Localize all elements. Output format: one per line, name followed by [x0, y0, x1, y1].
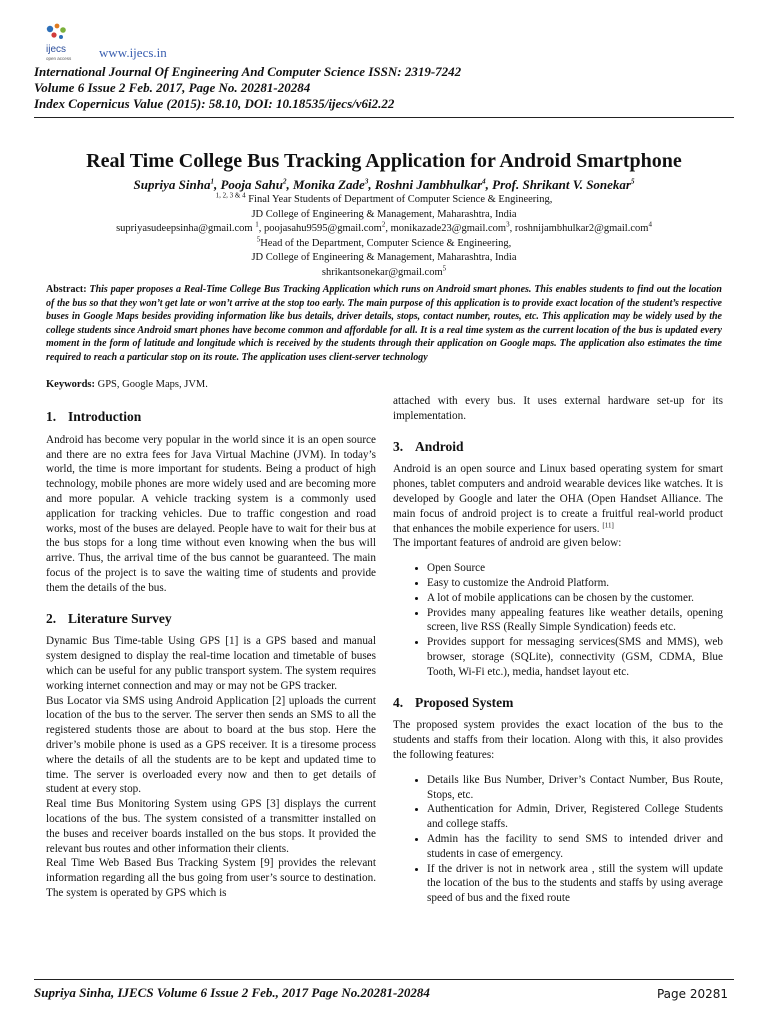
paragraph: attached with every bus. It uses external hardware set-up for its implementation.: [393, 395, 723, 422]
list-item: • Details like Bus Number, Driver’s Contact Number, Bus Route, Stops, etc.: [427, 773, 723, 803]
list-item: • Easy to customize the Android Platform.: [427, 576, 723, 591]
paragraph: Dynamic Bus Time-table Using GPS [1] is a GPS based and manual system designed to display the real-time location and timetable of buses which can be useful for any public transport system. The system requires working internet connection and may or may not be GPS tracker.: [46, 635, 376, 692]
affiliation-2: [0, 237, 768, 252]
affiliation-sup: 5: [256, 235, 261, 244]
paragraph: Android has become very popular in the world since it is an open source and there are no extra fees for Java Virtual Machine (JVM). In today’s world, the time is more important for students. Being a product of high technology, mobile phones are more widely used and are becoming more and more popular. A vehicle tracking system is a commonly used application for tracking vehicles. Due to traffic congestion and road works, most of the buses are delayed. People have to wait for their bus at the bus stops for a long time without even knowing when the bus will arrive. Thus, the arrival time of the bus cannot be guaranteed. The main focus of the project is to save the waiting time of students and provide them the details of the bus.: [46, 433, 376, 594]
email-link[interactable]: monikazade23@gmail.com: [390, 223, 507, 235]
section-number: 4.: [393, 694, 404, 710]
email-link[interactable]: supriyasudeepsinha@gmail.com: [116, 223, 253, 235]
section-title: Proposed System: [415, 694, 514, 710]
section-title: Introduction: [68, 409, 142, 424]
abstract-text: This paper proposes a Real-Time College Bus Tracking Application which runs on Android smart phones. This enables students to find out the location of the bus so that they won’t get late or won’t arrive at the stop too early. The main purpose of this application is to provide exact location of the student’s respective buses in Google Maps besides providing information like bus details, driver details, stops, contact number, routes, etc. This application may be widely used by the college students since Android smart phones have become common and affordable for all. It is a real time system as the current location of the bus is updated every moment in the form of latitude and longitude which is received by the students through their application on Google maps. The application also estimates the time required to reach a particular stop on its route. The application uses client-server technology: [46, 284, 722, 363]
author-name: Pooja Sahu: [220, 177, 283, 192]
paragraph: Real time Bus Monitoring System using GPS [3] displays the current locations of the bus. The system consisted of a transmitter installed on the buses and receiver boards installed on the bus stops. It provided the relevant bus routes and other information their clients.: [46, 798, 376, 855]
author-name: Prof. Shrikant V. Sonekar: [492, 177, 631, 192]
author-sup: 4: [482, 177, 486, 186]
logo-text: ijecs: [46, 44, 67, 55]
email-sup: 4: [648, 220, 652, 229]
email-5: [0, 266, 768, 281]
section-heading-literature-survey: [46, 612, 376, 627]
paragraph: The important features of android are given below:: [393, 537, 622, 550]
paragraph-text: Android is an open source and Linux based operating system for smart phones, tablet computers and android wearable devices like watches. It is developed by Google and later the OHA (Open Handset Alliance. The main focus of android project is to create a fruitful real-world product that enhances the mobile experience for users.: [393, 463, 723, 535]
section-heading-proposed-system: [393, 696, 723, 711]
list-item: • Admin has the facility to send SMS to intended driver and students in case of emergency.: [427, 832, 723, 862]
journal-line: International Journal Of Engineering And Computer Science ISSN: 2319-7242: [34, 64, 462, 79]
author-sup: 3: [364, 177, 369, 186]
list-item: • Provides support for messaging services(SMS and MMS), web browser, storage (SQLite), connectivity (GSM, CDMA, Blue Tooth, Wi-Fi etc.), media, handset layout etc.: [427, 635, 723, 679]
author-name: Monika Zade: [292, 177, 365, 192]
affiliation-text: Head of the Department, Computer Science & Engineering,: [260, 237, 512, 249]
abstract-label: Abstract:: [46, 284, 87, 295]
paragraph: Real Time Web Based Bus Tracking System [9] provides the relevant information regarding all the bus going from user’s source to destination. The system is operated by GPS which is: [46, 857, 376, 899]
email-sup: 1: [255, 220, 259, 229]
paragraph: [393, 462, 723, 536]
citation-ref: [11]: [602, 520, 614, 529]
affiliation-1-inst: JD College of Engineering & Management, Maharashtra, India: [251, 208, 517, 220]
author-name: Roshni Jambhulkar: [374, 177, 483, 192]
list-item: • Provides many appealing features like weather details, opening screen, live RSS (Really Simple Syndication) feeds etc.: [427, 606, 723, 636]
footer-citation: Supriya Sinha, IJECS Volume 6 Issue 2 Feb., 2017 Page No.20281-20284: [34, 985, 430, 1000]
author-name: Supriya Sinha: [133, 177, 211, 192]
paragraph: The proposed system provides the exact location of the bus to the students and staffs from their location. Along with this, it also provides the following features:: [393, 719, 723, 761]
keywords-text: GPS, Google Maps, JVM.: [97, 379, 208, 390]
email-sup: 5: [442, 264, 447, 273]
journal-url[interactable]: www.ijecs.in: [99, 45, 167, 60]
volume-line: Volume 6 Issue 2 Feb. 2017, Page No. 20281-20284: [34, 80, 311, 95]
proposed-features-list: [393, 773, 723, 906]
journal-header: [34, 64, 461, 112]
keywords: [46, 379, 208, 390]
index-line: Index Copernicus Value (2015): 58.10, DOI: 10.18535/ijecs/v6i2.22: [34, 96, 395, 111]
affiliation-2-inst: JD College of Engineering & Management, Maharashtra, India: [251, 252, 517, 264]
android-features-list: [393, 561, 723, 679]
paragraph: Bus Locator via SMS using Android Application [2] uploads the current location of the bus to the server. The server then sends an SMS to all the registered students those are about to board at the bus stop. Here the driver’s mobile phone is used as a GPS receiver. It is a tiresome process where the details of all the students are to be kept and updated time to time. The server is overloaded every now and then to get details of student at every stop.: [46, 694, 376, 796]
affiliation-1: [0, 193, 768, 208]
section-number: 1.: [46, 409, 57, 424]
footer-rule: [34, 979, 734, 980]
section-title: Android: [415, 438, 464, 454]
author-sup: 5: [630, 177, 635, 186]
ijecs-logo: [40, 22, 92, 64]
logo-subtext: open access: [46, 56, 72, 61]
author-sup: 1: [210, 177, 214, 186]
email-sup: 3: [506, 220, 510, 229]
affiliation-sup: 1, 2, 3 & 4: [215, 191, 246, 200]
section-heading-introduction: [46, 410, 376, 425]
list-item: • Open Source: [427, 561, 723, 576]
left-column: [46, 394, 376, 901]
affiliations: [0, 193, 768, 281]
author-list: Supriya Sinha$^1$, Pooja Sahu$^2$, Monika Zade$^3$, Roshni Jambhulkar$^4$, Prof. Shrikant V. Sonekar$^5$: [133, 177, 635, 192]
list-item: • If the driver is not in network area , still the system will update the location of the bus to the students and staffs by using average speed of bus and the fixed route: [427, 862, 723, 906]
email-link[interactable]: poojasahu9595@gmail.com: [263, 223, 382, 235]
email-list: supriyasudeepsinha@gmail.com $^1$, poojasahu9595@gmail.com$^2$, monikazade23@gmail.com$^3$, roshnijambhulkar2@gmail.com$^4$: [116, 220, 652, 235]
section-number: 3.: [393, 438, 404, 454]
affiliation-text: Final Year Students of Department of Computer Science & Engineering,: [248, 194, 553, 205]
right-column: [393, 394, 723, 906]
email-sup: 2: [381, 220, 386, 229]
keywords-label: Keywords:: [46, 379, 95, 390]
header-rule: [34, 117, 734, 118]
page-number: Page 20281: [656, 987, 728, 1001]
list-item: • Authentication for Admin, Driver, Registered College Students and college staffs.: [427, 802, 723, 832]
section-heading-android: [393, 440, 723, 455]
section-number: 2.: [46, 610, 57, 626]
abstract: [46, 283, 722, 365]
email-link[interactable]: roshnijambhulkar2@gmail.com: [514, 223, 649, 235]
paper-title: Real Time College Bus Tracking Application for Android Smartphone: [86, 150, 682, 172]
list-item: • A lot of mobile applications can be chosen by the customer.: [427, 591, 723, 606]
email-link[interactable]: shrikantsonekar@gmail.com: [321, 266, 443, 278]
author-sup: 2: [282, 177, 287, 186]
section-title: Literature Survey: [68, 610, 172, 626]
